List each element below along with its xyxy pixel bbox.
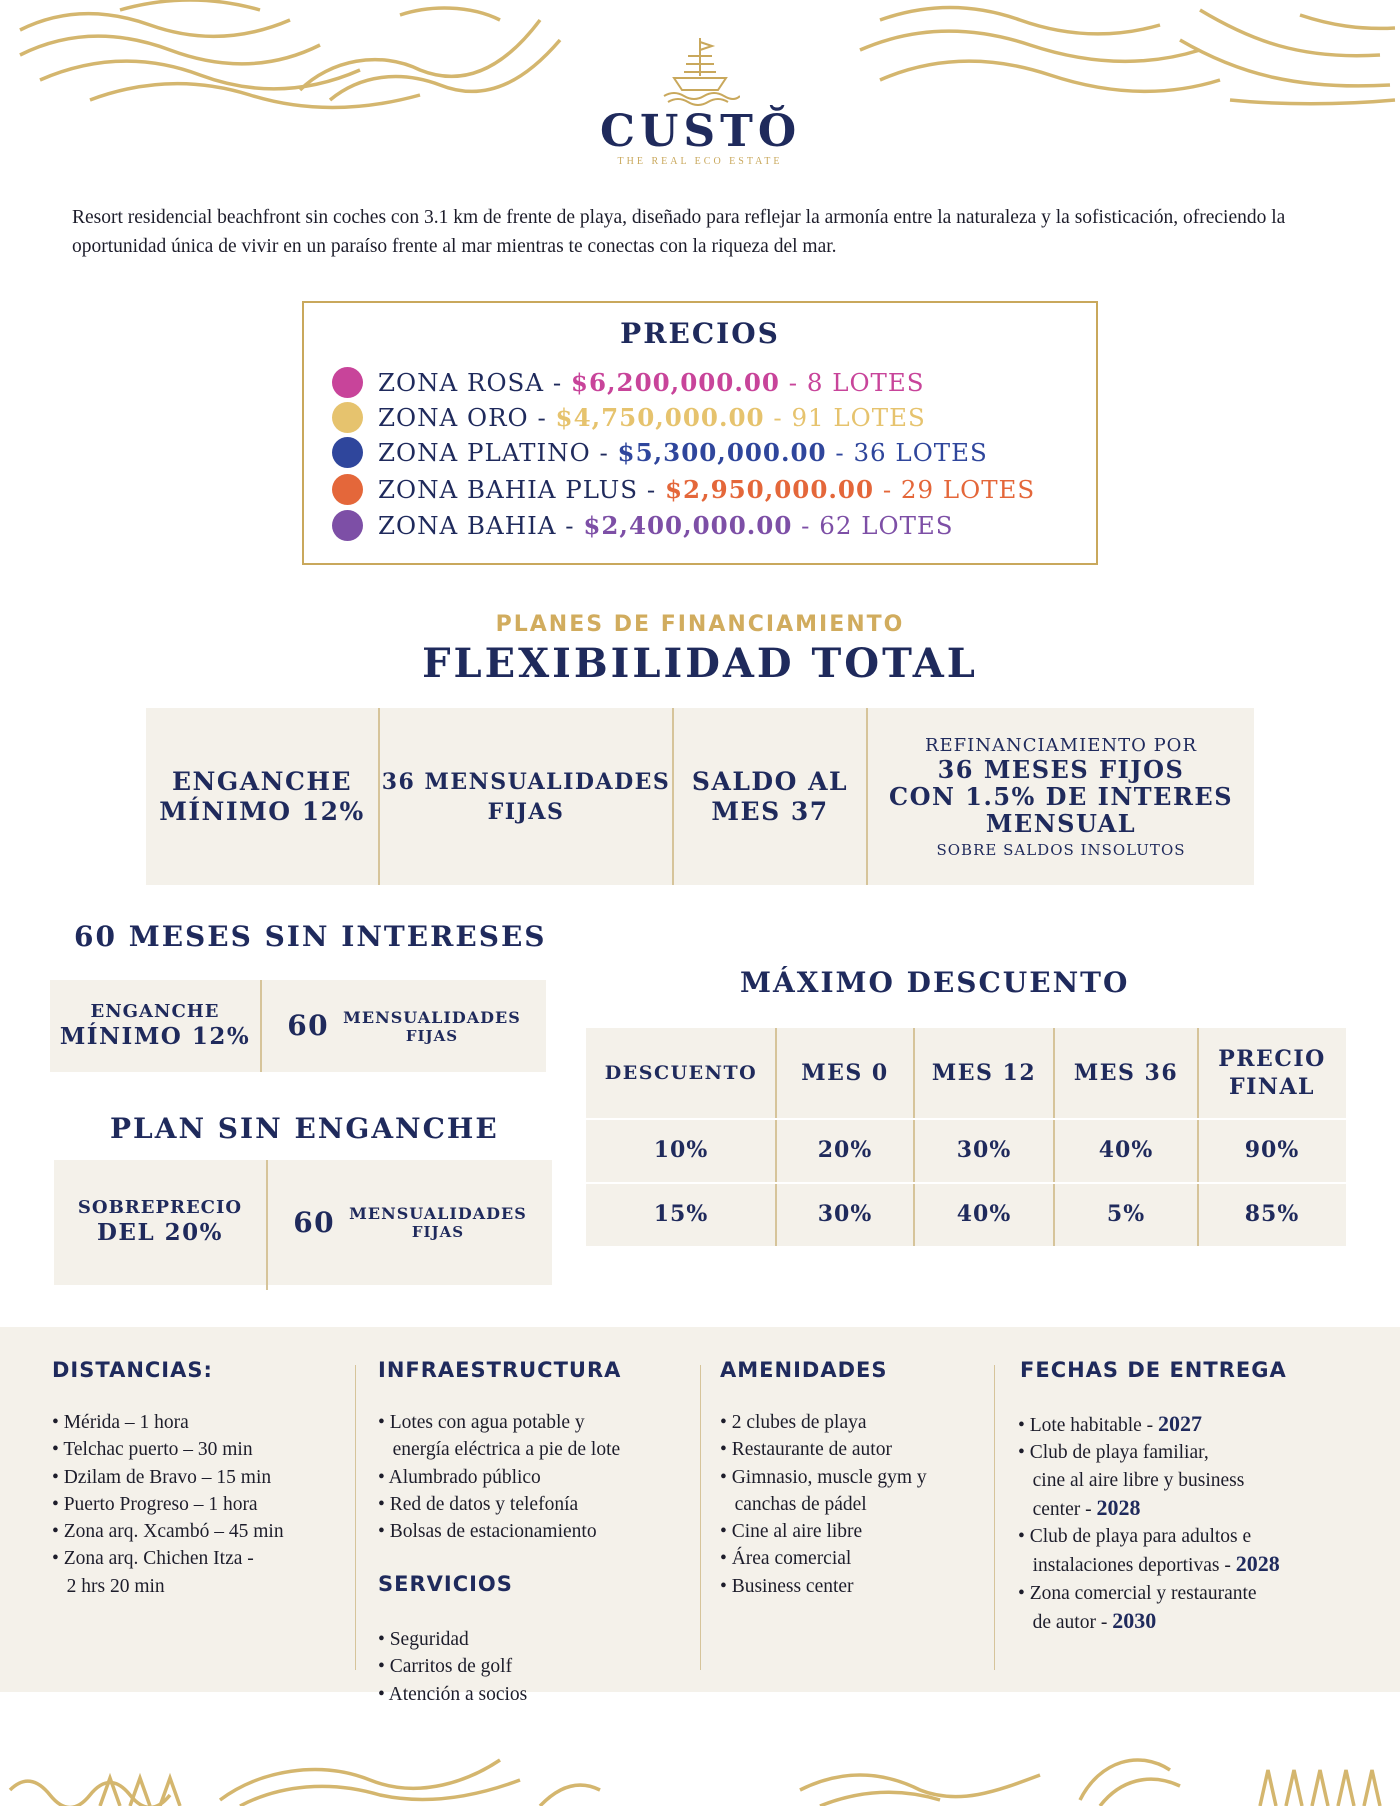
zone-separator: - (590, 437, 618, 467)
plan-no-down-surcharge-value: DEL 20% (96, 1219, 224, 1246)
financing-balance-value: MES 37 (711, 796, 829, 826)
discount-value: 5% (1106, 1201, 1146, 1227)
refinance-line-2: 36 MESES FIJOS (937, 754, 1185, 784)
discount-table (586, 1028, 1346, 1246)
divider (994, 1365, 995, 1670)
list-item: • Bolsas de estacionamiento (378, 1521, 597, 1543)
brand-tagline: THE REAL ECO ESTATE (617, 156, 783, 167)
financing-monthly-label: 36 MENSUALIDADES (381, 768, 671, 795)
divider (355, 1365, 356, 1670)
list-item: • Lotes con agua potable y (378, 1412, 585, 1433)
discount-header-label: MES 12 (931, 1060, 1037, 1086)
fechas-item-4-year: 2030 (1112, 1608, 1157, 1634)
zone-row (332, 508, 954, 542)
financing-title: FLEXIBILIDAD TOTAL (422, 640, 978, 687)
discount-header-label: DESCUENTO (604, 1062, 758, 1084)
discount-cell (776, 1118, 914, 1182)
fechas-item-2-year: 2028 (1096, 1494, 1141, 1520)
discount-header-cell (586, 1028, 776, 1118)
discount-value: 20% (817, 1137, 873, 1163)
zone-separator: - (556, 510, 584, 540)
plan60-down-label: ENGANCHE (90, 1000, 220, 1022)
list-item: • Carritos de golf (378, 1656, 513, 1678)
discount-header-cell (1054, 1028, 1198, 1118)
discount-cell (914, 1118, 1054, 1182)
zone-price: $5,300,000.00 (617, 437, 827, 467)
discount-cell (1198, 1118, 1346, 1182)
zone-lots: 8 LOTES (806, 367, 925, 397)
list-item: • Club de playa para adultos e (1018, 1526, 1252, 1548)
fechas-item-1-year: 2027 (1158, 1411, 1203, 1436)
infraestructura-list (378, 1409, 620, 1545)
discount-value: 30% (817, 1201, 873, 1227)
zone-separator: - (792, 510, 820, 540)
brand-name: CUSTŎ (600, 106, 802, 157)
zone-separator: - (638, 474, 665, 504)
zone-lots: 91 LOTES (791, 402, 926, 432)
infraestructura-title: INFRAESTRUCTURA (378, 1358, 622, 1382)
plan-no-down-surcharge-label: SOBREPRECIO (77, 1197, 243, 1218)
financing-balance-label: SALDO AL (691, 766, 849, 796)
financing-monthly-cell (380, 708, 672, 885)
discount-value: 15% (653, 1201, 709, 1227)
fechas-item-3-year: 2028 (1235, 1551, 1280, 1577)
zone-color-dot (332, 437, 363, 468)
plan60-monthly-number: 60 (287, 1009, 330, 1042)
list-item: • Telchac puerto – 30 min (52, 1439, 253, 1461)
list-item: • Seguridad (378, 1629, 469, 1650)
distancias-title: DISTANCIAS: (52, 1358, 213, 1382)
refinance-line-3: CON 1.5% DE INTERES (888, 781, 1234, 811)
discount-header-cell (914, 1028, 1054, 1118)
list-item: • 2 clubes de playa (720, 1412, 867, 1433)
prices-box (302, 301, 1098, 565)
plan-no-down-surcharge-cell (54, 1160, 266, 1285)
list-item: • Área comercial (720, 1548, 852, 1570)
zone-separator: - (826, 437, 854, 467)
discount-cell (776, 1182, 914, 1246)
list-item: • Zona comercial y restaurante (1018, 1582, 1257, 1604)
zone-color-dot (332, 510, 363, 541)
zone-color-dot (332, 402, 363, 433)
financing-subtitle: PLANES DE FINANCIAMIENTO (495, 612, 905, 637)
plan60-monthly-label: MENSUALIDADES (343, 1007, 521, 1027)
zone-price: $4,750,000.00 (555, 402, 765, 432)
list-item: • Cine al aire libre (720, 1521, 863, 1543)
discount-value: 10% (653, 1137, 709, 1163)
discount-value: 90% (1244, 1137, 1300, 1163)
list-item: • Red de datos y telefonía (378, 1493, 579, 1515)
plan-no-down-monthly-cell (268, 1160, 552, 1285)
list-item: • Alumbrado público (378, 1466, 541, 1488)
list-item: cine al aire libre y business (1018, 1469, 1245, 1491)
discount-header-cell (776, 1028, 914, 1118)
financing-down-payment-cell (146, 708, 378, 885)
list-item: • Atención a socios (378, 1683, 528, 1705)
plan-no-down-monthly-number: 60 (293, 1205, 336, 1239)
list-item: • Gimnasio, muscle gym y (720, 1466, 927, 1488)
servicios-title: SERVICIOS (378, 1572, 513, 1596)
list-item (1018, 1550, 1280, 1579)
financing-balance-cell (674, 708, 866, 885)
plan60-monthly-cell (262, 980, 546, 1072)
distancias-list (52, 1409, 284, 1600)
prices-title: PRECIOS (620, 317, 780, 350)
bottom-wave-decoration (0, 1700, 1400, 1806)
discount-cell (1054, 1118, 1198, 1182)
discount-value: 30% (956, 1137, 1012, 1163)
amenidades-list (720, 1409, 927, 1600)
fechas-item-1-text: • Lote habitable - (1018, 1415, 1159, 1436)
plan-no-down-title: PLAN SIN ENGANCHE (110, 1112, 499, 1145)
list-item: • Restaurante de autor (720, 1439, 892, 1461)
discount-value: 85% (1244, 1201, 1300, 1227)
list-item: canchas de pádel (720, 1493, 867, 1515)
zone-lots: 29 LOTES (900, 474, 1036, 504)
discount-cell (586, 1118, 776, 1182)
discount-cell (1054, 1182, 1198, 1246)
discount-title: MÁXIMO DESCUENTO (740, 966, 1130, 999)
list-item: • Zona arq. Chichen Itza - (52, 1548, 254, 1570)
discount-header-label: PRECIO FINAL (1218, 1046, 1326, 1100)
refinance-line-4: MENSUAL (985, 808, 1137, 838)
zone-name: ZONA BAHIA (378, 510, 557, 540)
zone-separator: - (874, 474, 901, 504)
zone-row (332, 400, 926, 434)
list-item: • Business center (720, 1575, 854, 1597)
zone-name: ZONA BAHIA PLUS (378, 474, 639, 504)
zone-row (332, 472, 1035, 506)
fechas-item-3-text: instalaciones deportivas - (1018, 1555, 1236, 1577)
zone-row (332, 365, 925, 399)
financing-monthly-sub: FIJAS (487, 798, 565, 825)
list-item: • Mérida – 1 hora (52, 1412, 189, 1433)
zone-name: ZONA ROSA (378, 367, 545, 397)
discount-header-cell (1198, 1028, 1346, 1118)
zone-price: $6,200,000.00 (570, 367, 780, 397)
divider (700, 1365, 701, 1670)
zone-separator: - (544, 367, 571, 397)
discount-value: 40% (1098, 1137, 1154, 1163)
zone-color-dot (332, 367, 363, 398)
zone-separator: - (779, 367, 807, 397)
zone-price: $2,400,000.00 (583, 510, 793, 540)
plan60-title: 60 MESES SIN INTERESES (74, 920, 547, 953)
fechas-title: FECHAS DE ENTREGA (1020, 1358, 1287, 1382)
financing-down-payment-value: MÍNIMO 12% (159, 796, 365, 826)
zone-lots: 36 LOTES (853, 437, 988, 467)
refinance-line-5: SOBRE SALDOS INSOLUTOS (936, 840, 1186, 859)
list-item: 2 hrs 20 min (52, 1575, 165, 1597)
discount-cell (914, 1182, 1054, 1246)
refinance-line-1: REFINANCIAMIENTO POR (924, 734, 1197, 756)
list-item (1018, 1410, 1280, 1439)
servicios-list (378, 1626, 527, 1708)
plan60-down-payment-cell (50, 980, 260, 1072)
fechas-list (1018, 1410, 1280, 1636)
financing-refinance-cell (868, 708, 1254, 885)
list-item: • Club de playa familiar, (1018, 1442, 1209, 1464)
ship-icon (660, 36, 740, 106)
zone-price: $2,950,000.00 (664, 474, 875, 504)
zone-color-dot (332, 474, 363, 505)
fechas-item-4-text: de autor - (1018, 1612, 1113, 1634)
list-item: • Zona arq. Xcambó – 45 min (52, 1521, 284, 1543)
discount-cell (1198, 1182, 1346, 1246)
list-item (1018, 1494, 1280, 1523)
list-item: • Dzilam de Bravo – 15 min (52, 1466, 272, 1488)
zone-lots: 62 LOTES (819, 510, 954, 540)
plan60-down-value: MÍNIMO 12% (59, 1022, 251, 1050)
plan-no-down-monthly-label: MENSUALIDADES (349, 1204, 527, 1223)
discount-header-label: MES 36 (1073, 1060, 1179, 1086)
zone-separator: - (528, 402, 556, 432)
fechas-item-2-text: center - (1018, 1498, 1097, 1520)
zone-row (332, 435, 988, 469)
discount-header-label: MES 0 (801, 1060, 889, 1086)
brand-logo (600, 36, 800, 167)
zone-name: ZONA ORO (378, 402, 529, 432)
plan-no-down-monthly-sub: FIJAS (411, 1223, 465, 1241)
zone-name: ZONA PLATINO (378, 437, 591, 467)
amenidades-title: AMENIDADES (720, 1358, 888, 1382)
financing-down-payment-label: ENGANCHE (171, 766, 353, 796)
plan60-monthly-sub: FIJAS (405, 1026, 459, 1045)
list-item: • Puerto Progreso – 1 hora (52, 1493, 258, 1515)
list-item: energía eléctrica a pie de lote (378, 1439, 621, 1461)
zone-separator: - (764, 402, 792, 432)
discount-value: 40% (956, 1201, 1012, 1227)
list-item (1018, 1607, 1280, 1636)
intro-text: Resort residencial beachfront sin coches con 3.1 km de frente de playa, diseñado para reflejar la armonía entre la naturaleza y la sofisticación, ofreciendo la oportunidad única de vivir en un paraíso frente al mar mientras te conectas con la riqueza del mar. (72, 207, 1286, 257)
discount-cell (586, 1182, 776, 1246)
